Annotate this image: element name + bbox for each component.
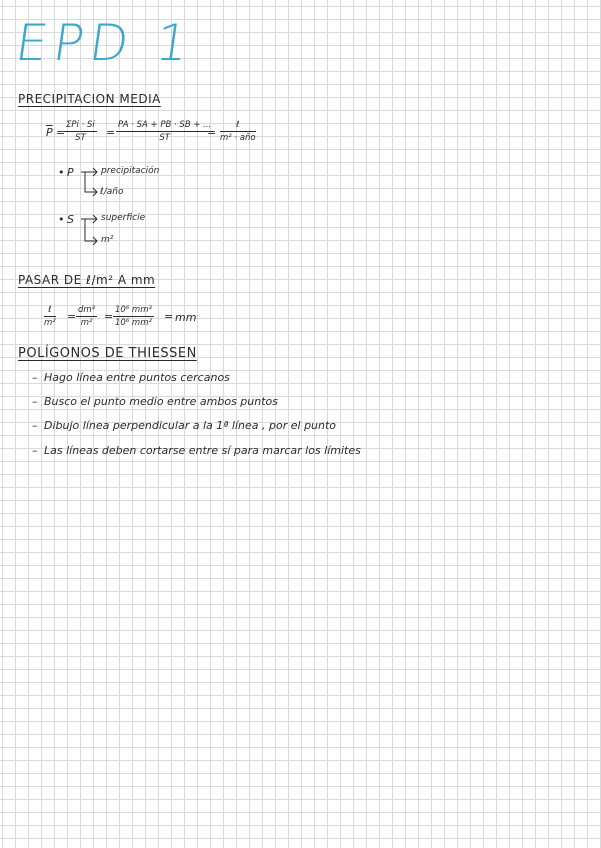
formula-fraction-1	[64, 120, 97, 143]
list-item	[32, 395, 278, 408]
list-item-text: Hago línea entre puntos cercanos	[44, 371, 230, 384]
formula-equals-3: =	[207, 126, 217, 139]
definition-item: ℓ/año	[100, 187, 124, 197]
dash-icon: –	[32, 371, 38, 384]
list-item	[32, 371, 230, 384]
conversion-fraction-1	[44, 305, 56, 328]
section-heading-conversion: PASAR DE ℓ/m² A mm	[18, 273, 156, 287]
definition-item: superficie	[101, 213, 146, 223]
formula-lhs: $\overline{P}$	[46, 126, 53, 139]
list-item-text: Las líneas deben cortarse entre sí para marcar los límites	[44, 444, 361, 457]
formula-fraction-1-denominator: ST	[75, 133, 86, 143]
definition-symbol: P	[67, 166, 74, 179]
formula-fraction-3-numerator: ℓ	[220, 120, 256, 132]
dash-icon: –	[32, 419, 38, 432]
conversion-equals-2: =	[104, 310, 114, 323]
conversion-fraction-2	[76, 305, 97, 328]
formula-fraction-3	[220, 120, 256, 143]
definition-item: m²	[101, 235, 114, 245]
section-heading-thiessen: POLÍGONOS DE THIESSEN	[18, 346, 197, 361]
formula-fraction-2-numerator: PA · SA + PB · SB + ...	[118, 120, 212, 130]
definition-symbol: S	[67, 213, 74, 226]
conversion-equals-3: =	[164, 310, 174, 323]
branch-arrow-icon	[80, 165, 102, 197]
list-item-text: Busco el punto medio entre ambos puntos	[44, 395, 278, 408]
conversion-fraction-3	[113, 305, 154, 328]
bullet-icon: •	[58, 166, 65, 179]
definition-item: precipitación	[101, 166, 160, 176]
conversion-fraction-3-numerator: 10⁶ mm³	[115, 305, 152, 315]
dash-icon: –	[32, 395, 38, 408]
conversion-result: mm	[175, 311, 197, 324]
formula-fraction-3-denominator: m² · año	[220, 133, 256, 143]
bullet-icon: •	[58, 213, 65, 226]
list-item	[32, 419, 336, 432]
conversion-fraction-1-numerator: ℓ	[44, 305, 56, 317]
branch-arrow-icon	[80, 212, 102, 246]
conversion-fraction-2-denominator: m²	[80, 318, 93, 328]
dash-icon: –	[32, 444, 38, 457]
section-heading-precipitacion: PRECIPITACION MEDIA	[18, 92, 161, 106]
page-title: EPD 1	[11, 14, 199, 72]
formula-fraction-1-numerator: ΣPi · Si	[66, 120, 95, 130]
list-item-text: Dibujo línea perpendicular a la 1ª línea , por el punto	[44, 419, 337, 432]
list-item	[32, 444, 361, 457]
formula-fraction-2	[116, 120, 213, 143]
conversion-fraction-3-denominator: 10⁶ mm²	[115, 318, 152, 328]
formula-equals-1: =	[56, 126, 66, 139]
conversion-fraction-2-numerator: dm³	[78, 305, 96, 315]
formula-equals-2: =	[106, 126, 116, 139]
conversion-fraction-1-denominator: m²	[44, 318, 56, 328]
formula-fraction-2-denominator: ST	[159, 133, 170, 143]
conversion-equals-1: =	[67, 310, 77, 323]
